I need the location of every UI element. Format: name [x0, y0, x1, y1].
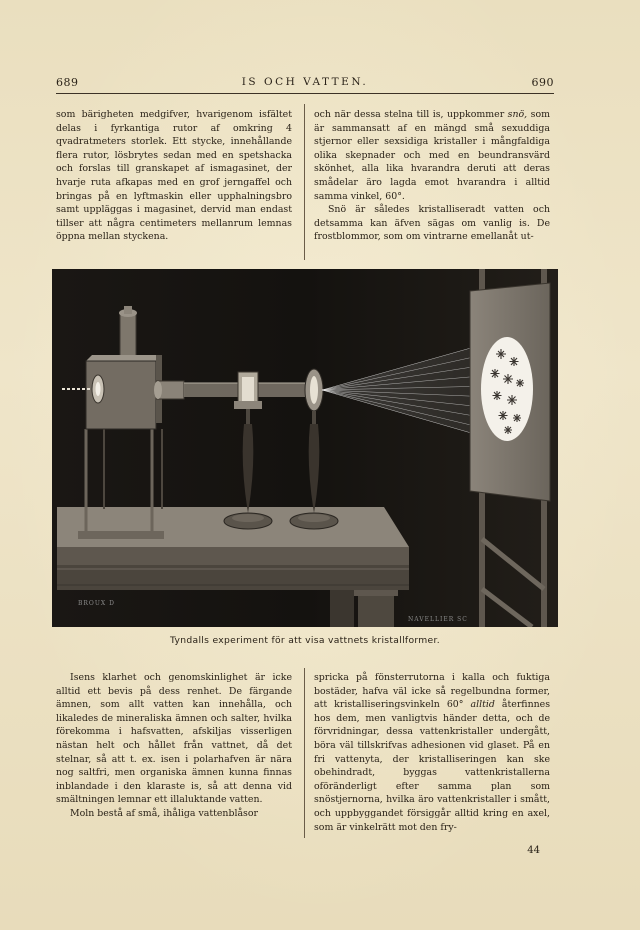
text-span: återfinnes hos dem, men vanligtvis händer detta, och de förvridningar, dessa vattenkristaller undergått, böra väl tillskrifvas adhesionen vid glaset. På en fri vattenyta, der kristalliseringen kan ske obehindradt, byggas vattenkristallerna oföränderligt efter samma plan som snöstjernorna, hvilka äro vattenkristaller i smått, och uppbyggandet försiggår alltid kring en axel, som är vinkelrätt mot den fry-: [314, 699, 550, 833]
top-left-paragraph: som bärigheten medgifver, hvarigenom isfältet delas i fyrkantiga rutor af omkring 4 qvadratmeters storlek. Ett stycke, innehållande flera rutor, lösbrytes sedan med en spetshacka och forslas till granskapet af ismagasinet, der hvarje ruta afkapas med en grof jerngaffel och bringas på en lyftmaskin eller upphalningsbro samt uppläggas i magasinet, dervid man endast tillser att några centimeters mellanrum lemnas öppna mellan styckena.: [56, 109, 292, 243]
header-rule: [56, 93, 554, 94]
signature-number: 44: [527, 845, 540, 856]
bottom-right-paragraph: [314, 671, 550, 834]
bottom-left-paragraph-2: Moln bestå af små, ihåliga vattenblåsor: [70, 807, 258, 819]
running-header: [56, 76, 554, 92]
engraver-signature-left: BROUX D: [78, 600, 115, 607]
column-divider-top: [304, 104, 305, 260]
figure-caption: Tyndalls experiment för att visa vattnets kristallformer.: [170, 635, 440, 646]
top-left-column: [56, 108, 292, 244]
projection-screen: [470, 283, 550, 501]
tyndall-experiment-illustration: [52, 269, 558, 627]
text-span: spricka på fönsterrutorna i kalla och fuktiga bostäder, hafva väl icke så regelbundna former, att kristalliseringsvinkeln 60°: [314, 672, 550, 711]
bottom-left-column: [56, 671, 292, 821]
top-right-column: [314, 108, 550, 244]
text-span: och när dessa stelna till is, uppkommer: [314, 109, 508, 120]
italic-snow: snö,: [507, 109, 528, 120]
page-number-right: 690: [531, 76, 554, 89]
bottom-left-paragraph-1: Isens klarhet och genomskinlighet är icke alltid ett bevis på dess renhet. De färgande ämnen, som allt vatten kan innehålla, och likaledes de mineraliska ämnen och salter, hvilka förekomma i hafsvatten, afskiljas visserligen nästan helt och hållet från vattnet, då det stelnar, så att t. ex. isen i polarhafven är nära nog saltfri, men organiska ämnen kunna finnas inblandade i den klaraste is, så att denna vid smältningen lemnar ett illaluktande vatten.: [56, 672, 292, 806]
running-title: IS OCH VATTEN.: [241, 76, 369, 88]
engraver-signature-right: NAVELLIER SC: [408, 616, 468, 623]
bottom-right-column: [314, 671, 550, 834]
italic-alltid: alltid: [470, 699, 495, 711]
column-divider-bottom: [304, 668, 305, 838]
top-right-paragraph-2: Snö är således kristalliseradt vatten och detsamma kan äfven sägas om vanlig is. De frostblommor, som om vintrarne emellanåt ut-: [314, 204, 550, 243]
text-span: som är sammansatt af en mängd små sexuddiga stjernor eller sexsidiga kristaller i mångfaldiga olika skepnader och med en beundransvärd skönhet, alla lika hvarandra deruti att deras smådelar äro lagda emot hvarandra i alltid samma vinkel, 60°.: [314, 109, 550, 202]
page-number-left: 689: [56, 76, 79, 89]
top-right-paragraph-1: [314, 108, 550, 203]
